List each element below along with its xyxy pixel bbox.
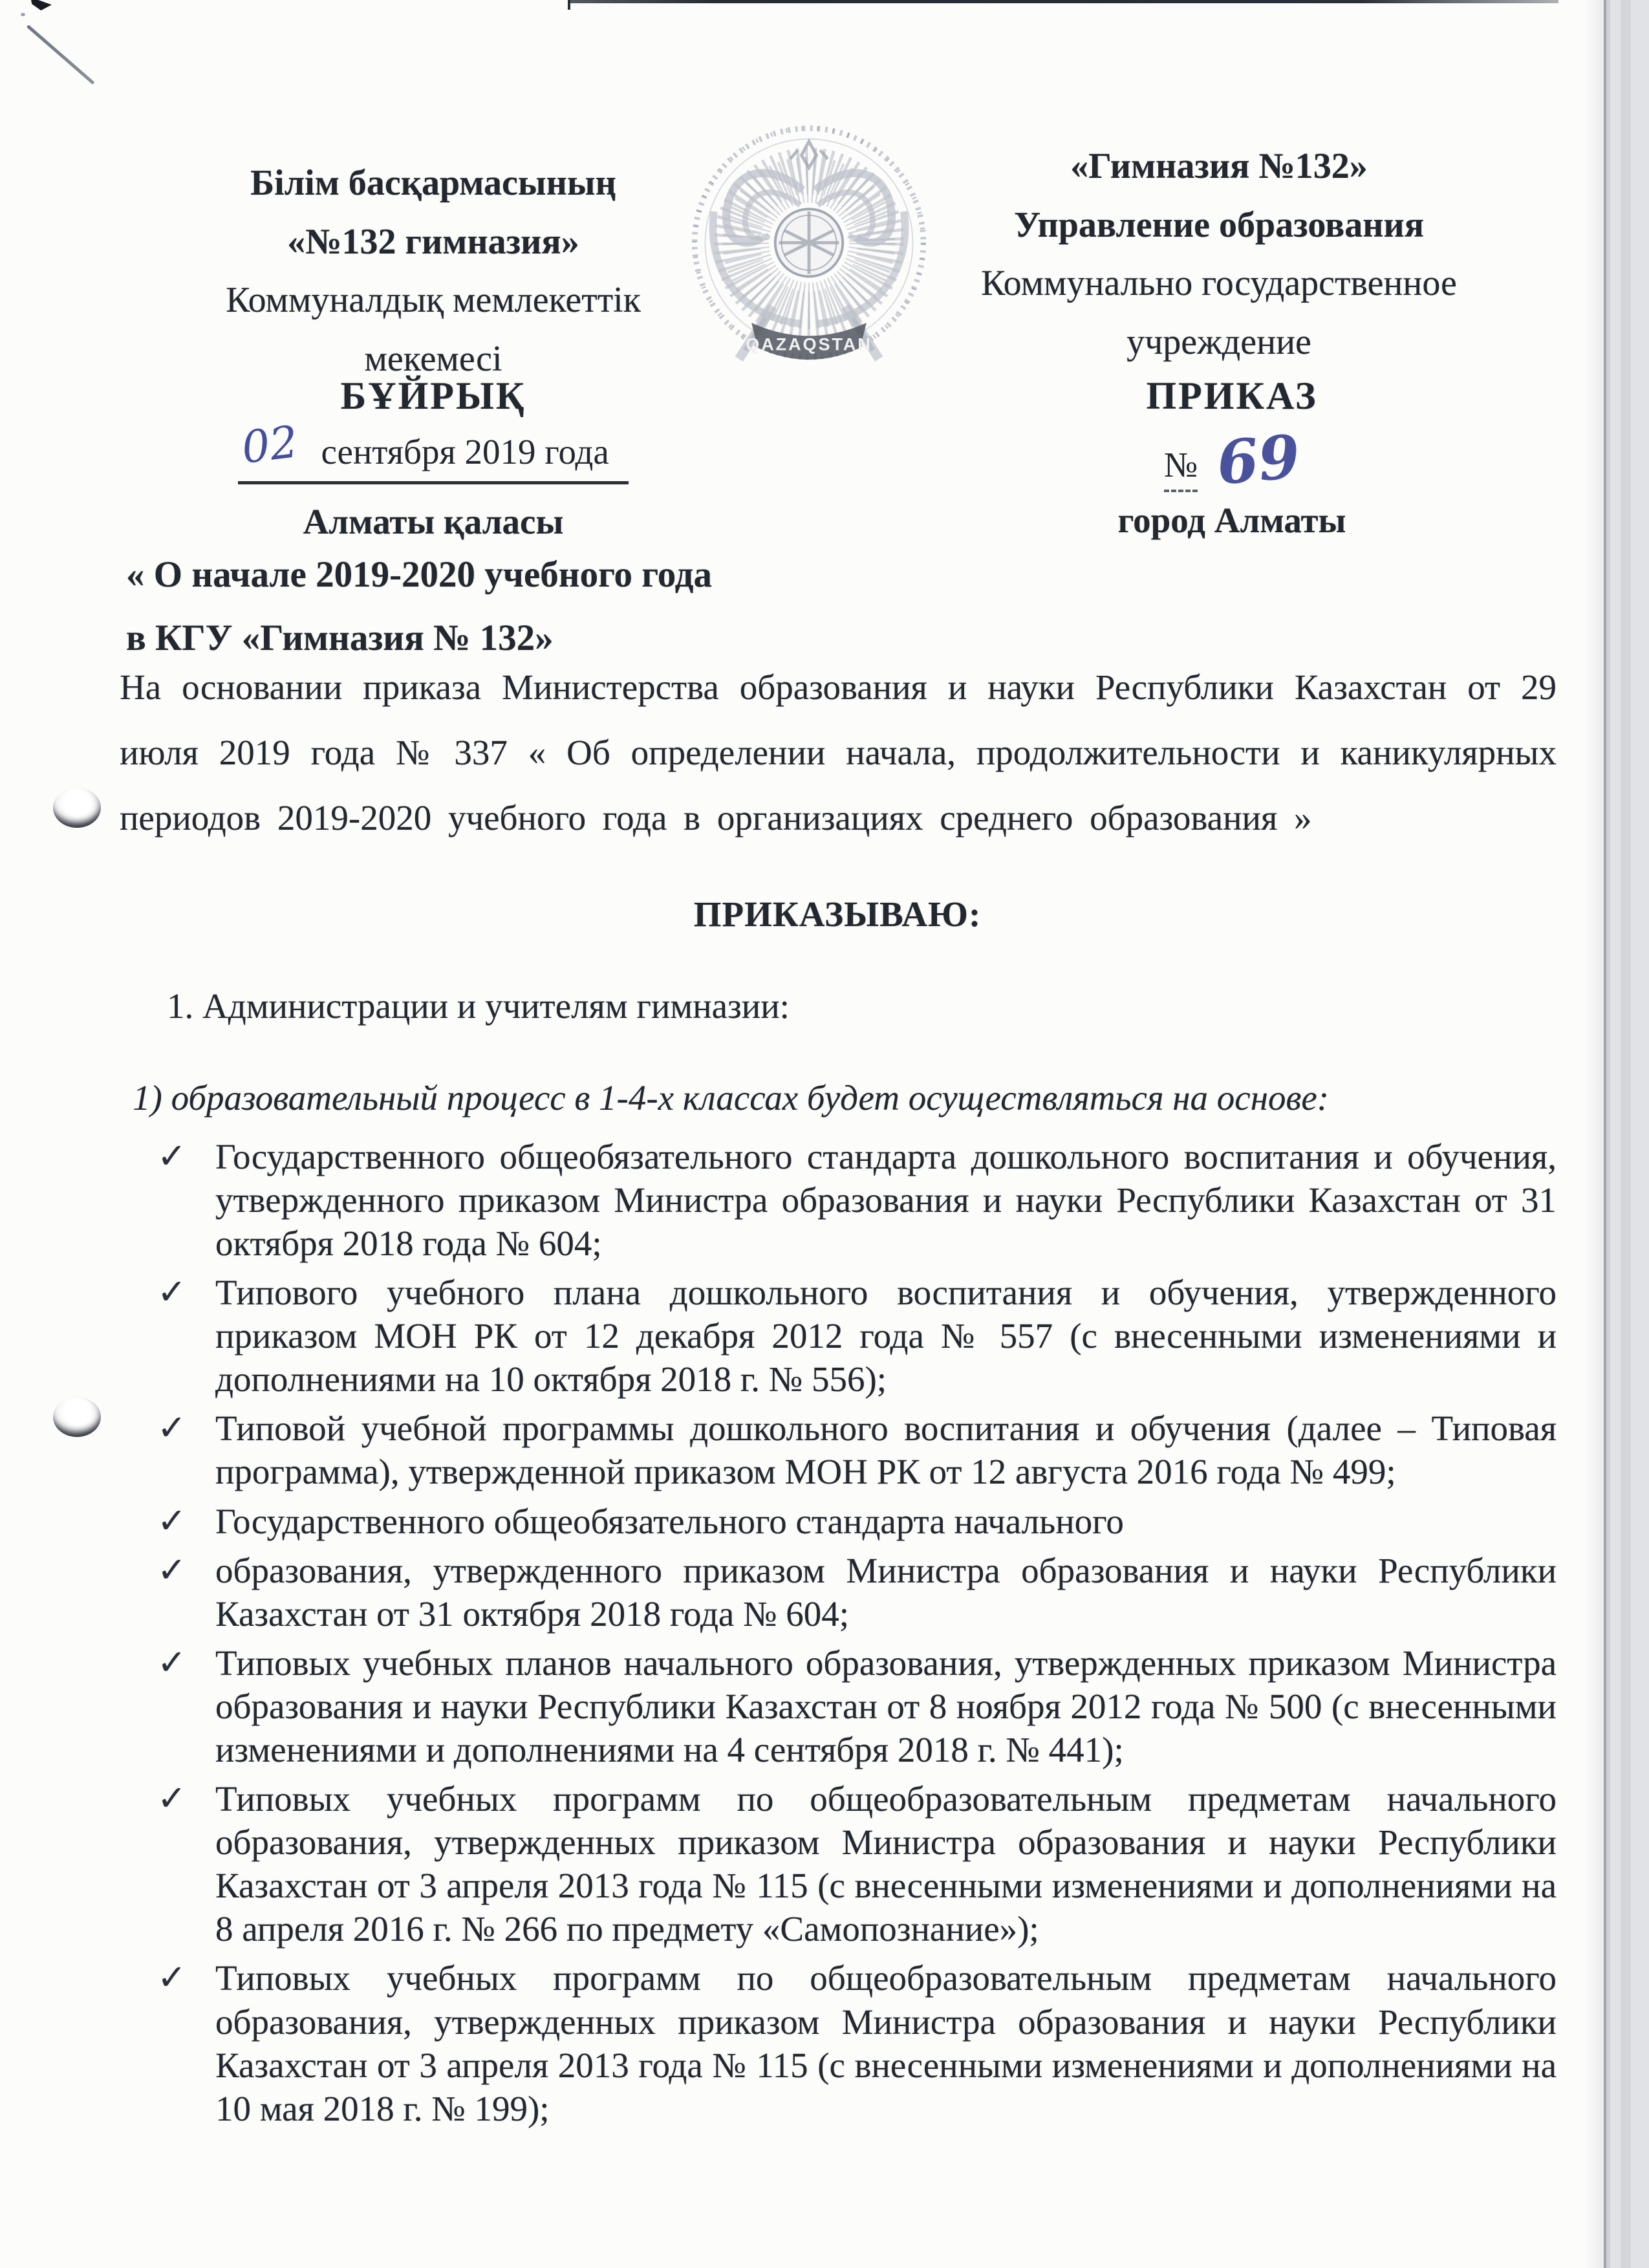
subject-line2: в КГУ «Гимназия № 132»: [126, 618, 554, 659]
handwritten-date-number: 02: [239, 416, 301, 474]
checkmark-icon: ✓: [157, 1641, 187, 1683]
checklist-item: [126, 1549, 1557, 1636]
number-sign: №: [1164, 445, 1198, 492]
resolution-heading: ПРИКАЗЫВАЮ:: [693, 894, 982, 934]
scanner-edge-strip: [1604, 0, 1649, 2268]
decree-checklist: [126, 1135, 1557, 2130]
letterhead-russian: [976, 137, 1461, 372]
checklist-item: [126, 1777, 1557, 1950]
checklist-item: [126, 1956, 1557, 2130]
kazakhstan-coat-of-arms: [678, 118, 940, 380]
checklist-item: [126, 1407, 1557, 1493]
ink-speck: [21, 13, 25, 16]
preamble-paragraph: На основании приказа Министерства образования и науки Республики Казахстан от 29 июля 2019 года № 337 « Об определении начала, продолжительности и каникулярных периодов 2019-2020 учебного года в организациях среднего образования »: [120, 667, 1557, 838]
checklist-item: [126, 1500, 1557, 1543]
order-date-text: сентября 2019 года: [321, 432, 609, 471]
checkmark-icon: ✓: [157, 1957, 187, 1998]
directive-item-1: 1. Администрации и учителям гимназии:: [167, 986, 790, 1026]
letterhead-kazakh: [194, 154, 673, 389]
order-heading-russian: [1002, 374, 1461, 541]
letterhead-kk-line2: «№132 гимназия»: [287, 221, 579, 262]
checklist-item-text: Государственного общеобязательного стандарта дошкольного воспитания и обучения, утвержденного приказом Министра образования и науки Республики Казахстан от 31 октября 2018 года № 604;: [215, 1136, 1557, 1263]
checklist-item: [126, 1271, 1557, 1401]
order-subject: [126, 543, 1484, 670]
checklist-item-text: Типовых учебных программ по общеобразовательным предметам начального образования, утвержденных приказом Министра образования и науки Республики Казахстан от 3 апреля 2013 года № 115 (с внесенными изменениями и дополнениями на 8 апреля 2016 г. № 266 по предмету «Самопознание»);: [215, 1779, 1557, 1949]
pencil-mark: [27, 25, 95, 85]
checklist-item-text: Типовых учебных программ по общеобразовательным предметам начального образования, утвержденных приказом Министра образования и науки Республики Казахстан от 3 апреля 2013 года № 115 (с внесенными изменениями и дополнениями на 10 мая 2018 г. № 199);: [215, 1958, 1557, 2128]
letterhead-kk-line4: мекемесі: [364, 339, 502, 380]
hole-punch-mark: [53, 1397, 101, 1437]
checkmark-icon: ✓: [157, 1271, 187, 1313]
checkmark-icon: ✓: [157, 1135, 187, 1176]
checklist-item-text: образования, утвержденного приказом Министра образования и науки Республики Казахстан от 31 октября 2018 года № 604;: [215, 1550, 1557, 1634]
order-city-kk: Алматы қаласы: [303, 502, 564, 541]
checklist-item: [126, 1641, 1557, 1771]
checkmark-icon: ✓: [157, 1407, 187, 1449]
order-number-line: [1002, 421, 1461, 499]
checkmark-icon: ✓: [157, 1500, 187, 1541]
order-body: [126, 1076, 1557, 2136]
checkmark-icon: ✓: [157, 1549, 187, 1590]
checklist-item-text: Государственного общеобязательного стандарта начального: [215, 1501, 1124, 1541]
subpoint-1: 1) образовательный процесс в 1-4-х классах будет осуществляться на основе:: [133, 1078, 1330, 1118]
order-title-ru: ПРИКАЗ: [1146, 374, 1318, 417]
checklist-item: [126, 1135, 1557, 1265]
letterhead-ru-line1: «Гимназия №132»: [1070, 146, 1368, 186]
checklist-item-text: Типовой учебной программы дошкольного воспитания и обучения (далее – Типовая программа), утвержденной приказом МОН РК от 12 августа 2016 года № 499;: [215, 1409, 1557, 1492]
subject-line1: « О начале 2019-2020 учебного года: [126, 554, 712, 595]
checklist-item-text: Типового учебного плана дошкольного воспитания и обучения, утвержденного приказом МОН РК от 12 декабря 2012 года № 557 (с внесенными изменениями и дополнениями на 10 октября 2018 г. № 556);: [215, 1273, 1557, 1399]
letterhead-kk-line1: Білім басқармасының: [250, 163, 616, 203]
letterhead-ru-line3: Коммунально государственное: [981, 263, 1457, 304]
emblem-banner-text: QAZAQSTAN: [746, 334, 872, 354]
letterhead-kk-line3: Коммуналдық мемлекеттік: [226, 280, 641, 321]
handwritten-order-number: 69: [1214, 421, 1303, 499]
letterhead-ru-line4: учреждение: [1126, 322, 1311, 363]
order-date-line: [238, 416, 629, 484]
order-title-kk: БҰЙРЫҚ: [340, 374, 526, 417]
checkmark-icon: ✓: [157, 1778, 187, 1819]
letterhead-ru-line2: Управление образования: [1013, 204, 1425, 245]
corner-ink-mark: [29, 0, 52, 12]
checklist-item-text: Типовых учебных планов начального образования, утвержденных приказом Министра образования и науки Республики Казахстан от 8 ноября 2012 года № 500 (с внесенными изменениями и дополнениями на 4 сентября 2018 г. № 441);: [215, 1643, 1557, 1769]
scanner-edge-line: [568, 0, 1558, 3]
page-edge-shadow: [1586, 0, 1604, 2268]
order-heading-kazakh: [194, 374, 673, 542]
hole-punch-mark: [53, 788, 101, 828]
order-city-ru: город Алматы: [1117, 501, 1346, 540]
